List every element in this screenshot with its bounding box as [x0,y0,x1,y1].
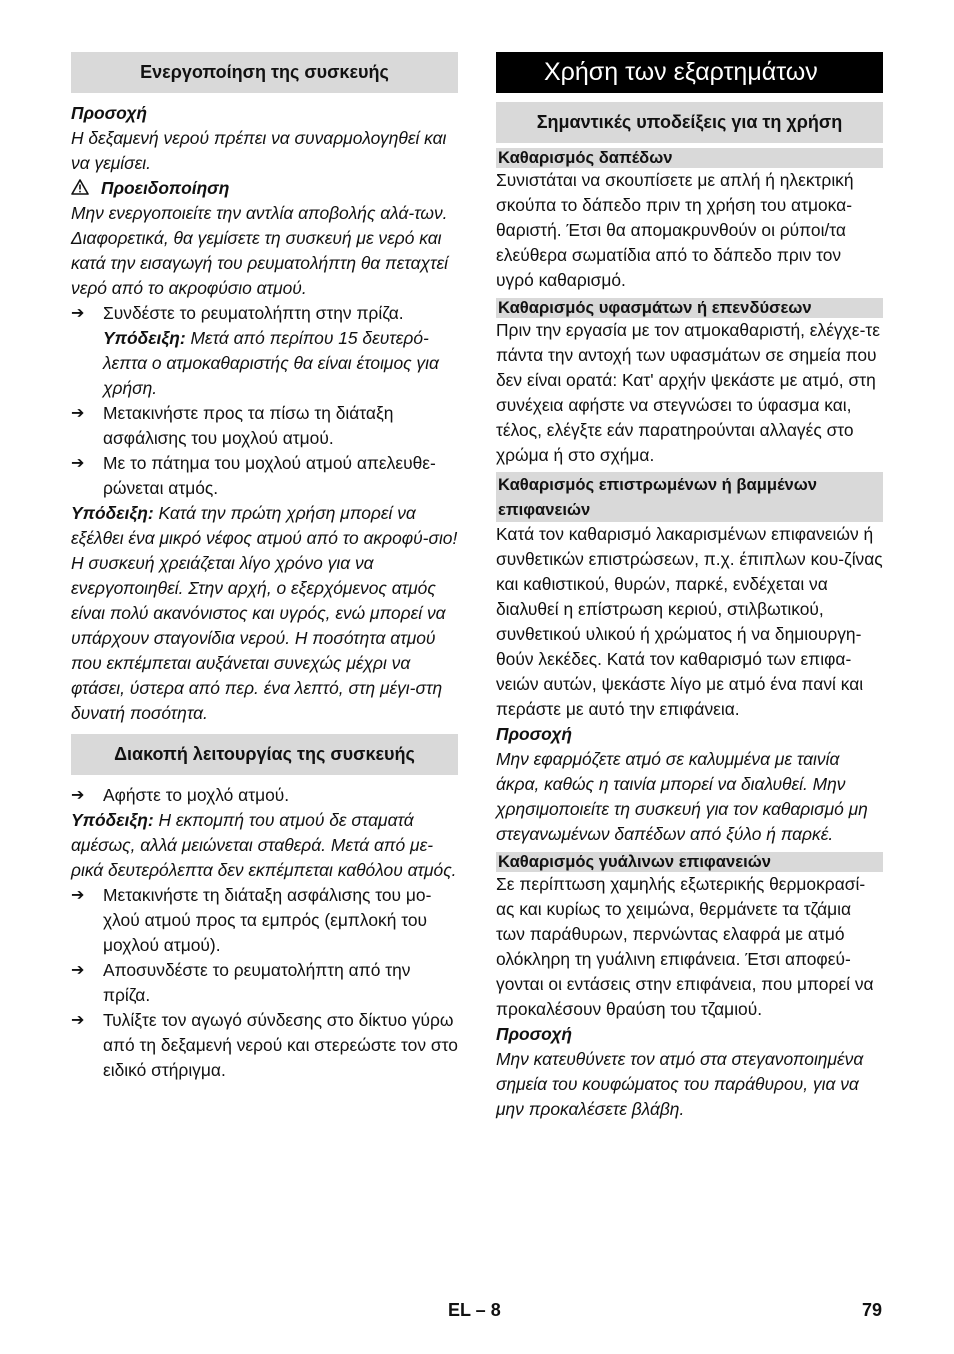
chapter-title: Χρήση των εξαρτημάτων [496,52,883,93]
step-item [71,783,458,808]
step-item [71,301,458,401]
caution-label: Προσοχή [496,1024,572,1044]
caution-text: Μην κατευθύνετε τον ατμό στα στεγανοποιημένα σημεία του κουφώματος του παράθυρου, για να μην προκαλέσετε βλάβη. [496,1049,864,1119]
caution-text: Μην εφαρμόζετε ατμό σε καλυμμένα με ταινία άκρα, καθώς η ταινία μπορεί να διαλυθεί. Μην χρησιμοποιείτε τη συσκευή για τον καθαρισμό μη στεγανωμένων δαπέδων από ξύλο ή παρκέ. [496,749,868,844]
step-text: Μετακινήστε προς τα πίσω τη διάταξη ασφάλισης του μοχλού ατμού. [103,403,394,448]
body-text-glass: Σε περίπτωση χαμηλής εξωτερικής θερμοκρασί-ας και κυρίως το χειμώνα, θερμάνετε τα τζάμια των παράθυρων, περνώντας ελαφρά με ατμό ολόκληρη τη γυάλινη επιφάνεια. Έτσι αποφεύ-γονται οι εντάσεις στην επιφάνεια, που μπορεί να προκαλέσουν θραύση του τζαμιού. [496,874,874,1019]
body-text-coated: Κατά τον καθαρισμό λακαρισμένων επιφανειών ή συνθετικών επιστρώσεων, π.χ. έπιπλων κου-ζίνας και καθιστικού, θυρών, παρκέ, ενδέχεται να διαλυθεί η επίστρωση κεριού, στιλβωτικού, συνθετικού υλικού ή χρώματος ή να δημιουργη-θούν λεκέδες. Κατά τον καθαρισμό των επιφα-νειών αυτών, ψεκάστε λίγο με ατμό ένα πανί και περάστε με αυτό την επιφάνεια. [496,524,883,719]
step-item [71,883,458,958]
step-text: Αφήστε το μοχλό ατμού. [103,785,290,805]
arrow-right-icon: ➔ [71,962,85,979]
note-label: Υπόδειξη: [71,503,154,523]
step-text: Με το πάτημα του μοχλού ατμού απελευθε-ρώνεται ατμός. [103,453,436,498]
subheading-fabrics: Καθαρισμός υφασμάτων ή επενδύσεων [496,298,883,318]
subheading-glass: Καθαρισμός γυάλινων επιφανειών [496,852,883,872]
caution-label: Προσοχή [496,724,572,744]
arrow-right-icon: ➔ [71,887,85,904]
warning-text: Μην ενεργοποιείτε την αντλία αποβολής αλά-των. Διαφορετικά, θα γεμίσετε τη συσκευή με νερό και κατά την εισαγωγή του ρευματολήπτη θα πεταχτεί νερό από το ακροφύσιο ατμού. [71,203,448,298]
section-heading-deactivate: Διακοπή λειτουργίας της συσκευής [71,734,458,775]
arrow-right-icon: ➔ [71,305,85,322]
right-column [496,52,883,1122]
section-heading-activate: Ενεργοποίηση της συσκευής [71,52,458,93]
subheading-coated: Καθαρισμός επιστρωμένων ή βαμμένων επιφανειών [496,472,883,522]
step-item [71,1008,458,1083]
note-label: Υπόδειξη: [103,328,186,348]
warning-label: Προειδοποίηση [101,178,230,198]
note-text: Κατά την πρώτη χρήση μπορεί να εξέλθει ένα μικρό νέφος ατμού από το ακροφύ-σιο! Η συσκευή χρειάζεται λίγο χρόνο για να ενεργοποιηθεί. Στην αρχή, ο εξερχόμενος ατμός είναι πολύ ακανόνιστος και υγρός, ενώ μπορεί να υπάρχουν σταγονίδια νερού. Η ποσότητα ατμού που εκπέμπεται αυξάνεται συνεχώς μέχρι να φτάσει, ύστερα από περ. ένα λεπτό, στη μέγι-στη δυνατή ποσότητα. [71,503,458,723]
step-text: Τυλίξτε τον αγωγό σύνδεσης στο δίκτυο γύρω από τη δεξαμενή νερού και στερεώστε τον στο ειδικό στήριγμα. [103,1010,458,1080]
step-item [71,958,458,1008]
caution-text: Η δεξαμενή νερού πρέπει να συναρμολογηθεί και να γεμίσει. [71,128,447,173]
warning-line [71,176,458,201]
caution-label: Προσοχή [71,103,147,123]
page-number: 79 [862,1300,883,1320]
note-text: Η εκπομπή του ατμού δε σταματά αμέσως, αλλά μειώνεται σταθερά. Μετά από με-ρικά δευτερόλεπτα δεν εκπέμπεται καθόλου ατμός. [71,810,457,880]
step-text: Αποσυνδέστε το ρευματολήπτη από την πρίζα. [103,960,411,1005]
footer-section-marker: EL – 8 [448,1300,501,1320]
subheading-floors: Καθαρισμός δαπέδων [496,148,883,168]
note-label: Υπόδειξη: [71,810,154,830]
arrow-right-icon: ➔ [71,455,85,472]
step-item [71,451,458,501]
note-text: Μετά από περίπου 15 δευτερό-λεπτα ο ατμοκαθαριστής θα είναι έτοιμος για χρήση. [103,328,439,398]
note-paragraph [71,808,458,883]
step-text: Μετακινήστε τη διάταξη ασφάλισης του μο-χλού ατμού προς τα εμπρός (εμπλοκή του μοχλού ατμού). [103,885,432,955]
left-column [71,52,458,1083]
warning-triangle-icon [71,179,89,195]
body-text-floors: Συνιστάται να σκουπίσετε με απλή ή ηλεκτρική σκούπα το δάπεδο πριν τη χρήση του ατμοκα-θαριστή. Έτσι θα απομακρυνθούν οι ρύποι/τα ελεύθερα σωματίδια από το δάπεδο πριν τον υγρό καθαρισμό. [496,170,854,290]
step-text: Συνδέστε το ρευματολήπτη στην πρίζα. [103,303,404,323]
arrow-right-icon: ➔ [71,787,85,804]
body-text-fabrics: Πριν την εργασία με τον ατμοκαθαριστή, ελέγχε-τε πάντα την αντοχή των υφασμάτων σε σημεία που δεν είναι ορατά: Κατ' αρχήν ψεκάστε με ατμό, στη συνέχεια αφήστε να στεγνώσει το ύφασμα και, τέλος, ελέγξτε εάν παρατηρούνται αλλαγές στο χρώμα ή στο σχήμα. [496,320,880,465]
note-paragraph [71,501,458,726]
step-item [71,401,458,451]
section-heading-usage: Σημαντικές υποδείξεις για τη χρήση [496,102,883,143]
step-note [103,326,458,401]
arrow-right-icon: ➔ [71,405,85,422]
arrow-right-icon: ➔ [71,1012,85,1029]
